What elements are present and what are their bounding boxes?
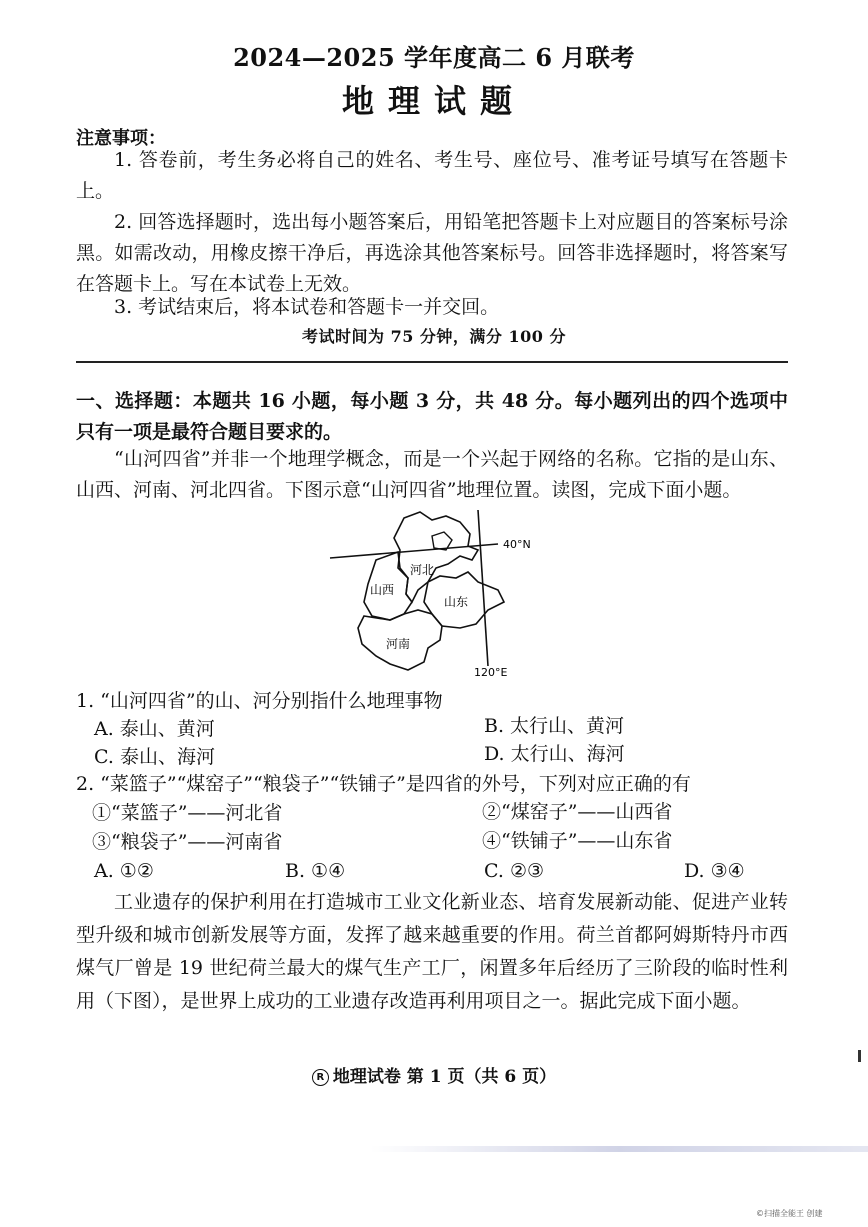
q1-option-a: A. 泰山、黄河: [94, 718, 215, 740]
question-2-stem: 2. “菜篮子”“煤窑子”“粮袋子”“铁铺子”是四省的外号，下列对应正确的有: [76, 773, 691, 795]
exam-time: 考试时间为 75 分钟，满分 100 分: [302, 327, 566, 346]
province-label-hebei: 河北: [410, 563, 435, 577]
notice-item-2: 2. 回答选择题时，选出每小题答案后，用铅笔把答题卡上对应题目的答案标号涂黑。如需改动，用橡皮擦干净后，再选涂其他答案标号。回答非选择题时，将答案写在答题卡上。写在本试卷上无效。: [76, 211, 788, 295]
scan-edge-mark: [858, 1050, 861, 1062]
page-footer: [0, 1062, 868, 1087]
q2-option-c: C. ②③: [484, 860, 545, 882]
q2-item-3: ③“粮袋子”——河南省: [92, 831, 283, 853]
notice-heading: 注意事项：: [76, 128, 166, 149]
latitude-line: [330, 544, 498, 558]
latitude-label: 40°N: [503, 538, 531, 551]
question-1-stem: 1. “山河四省”的山、河分别指什么地理事物: [76, 690, 443, 712]
section-heading: 一、选择题：本题共 16 小题，每小题 3 分，共 48 分。每小题列出的四个选项中只有一项是最符合题目要求的。: [76, 390, 788, 443]
q1-option-b: B. 太行山、黄河: [484, 715, 625, 737]
q2-item-2: ②“煤窑子”——山西省: [482, 801, 673, 823]
q2-option-b: B. ①④: [285, 860, 346, 882]
divider-line: [76, 361, 788, 363]
scan-artifact: [370, 1146, 868, 1152]
province-label-shandong: 山东: [444, 595, 469, 609]
passage-2: 工业遗存的保护利用在打造城市工业文化新业态、培育发展新动能、促进产业转型升级和城市创新发展等方面，发挥了越来越重要的作用。荷兰首都阿姆斯特丹市西煤气厂曾是 19 世纪荷兰最大的煤气生产工厂，闲置多年后经历了三阶段的临时性利用（下图），是世界上成功的工业遗存改造再利用项目之一。据此完成下面小题。: [76, 891, 788, 1012]
passage-1: “山河四省”并非一个地理学概念，而是一个兴起于网络的名称。它指的是山东、山西、河南、河北四省。下图示意“山河四省”地理位置。读图，完成下面小题。: [76, 448, 788, 501]
scan-watermark: ©扫描全能王 创建: [756, 1209, 823, 1218]
notice-item-1: 1. 答卷前，考生务必将自己的姓名、考生号、座位号、准考证号填写在答题卡上。: [76, 149, 788, 202]
province-label-shanxi: 山西: [370, 583, 395, 597]
q2-option-d: D. ③④: [684, 860, 745, 882]
q2-item-1: ①“菜篮子”——河北省: [92, 802, 283, 824]
publisher-badge-icon: R: [312, 1069, 329, 1086]
exam-title: 2024—2025 学年度高二 6 月联考: [233, 43, 635, 72]
province-label-henan: 河南: [386, 637, 411, 651]
footer-text: 地理试卷 第 1 页（共 6 页）: [332, 1067, 557, 1087]
q2-item-4: ④“铁铺子”——山东省: [482, 830, 673, 852]
q1-option-d: D. 太行山、海河: [484, 743, 625, 765]
subject-title: 地理试题: [341, 82, 526, 120]
longitude-label: 120°E: [474, 666, 508, 679]
q1-option-c: C. 泰山、海河: [94, 746, 215, 768]
notice-item-3: 3. 考试结束后，将本试卷和答题卡一并交回。: [114, 296, 500, 318]
q2-option-a: A. ①②: [94, 860, 154, 882]
provinces-map: [328, 506, 538, 680]
longitude-line: [478, 510, 488, 666]
